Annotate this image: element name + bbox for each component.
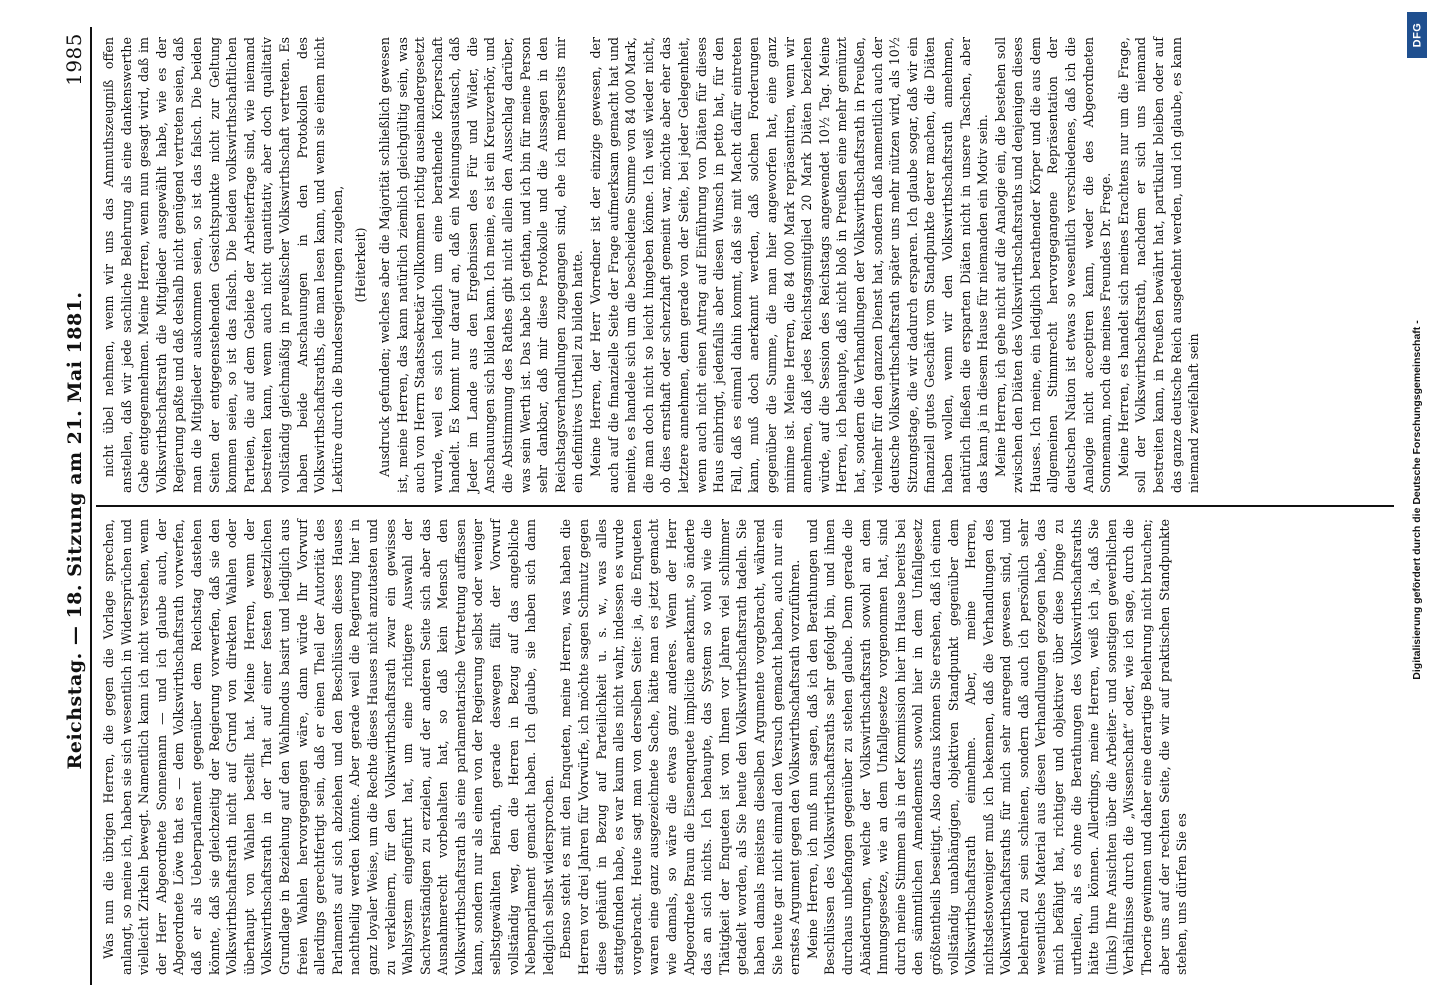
paragraph: Was nun die übrigen Herren, die gegen die Vorlage sprechen, anlangt, so meine ich, haben sie sich wesentlich in Widersprüchen und vielleicht Zirkeln bewegt. Namentlich kann ich nicht verstehen, wenn der Herr Abgeordnete Sonnemann — und ich glaube auch, der Abgeordnete Löwe that es — dem Volkswirthschaftsrath vorwerfen, daß er als Ueberparlament gegenüber dem Reichstag dastehen könnte, daß sie gleichzeitig der Regierung vorwerfen, daß sie den Volkswirthschaftsrath nicht auf Grund von direkten Wahlen oder überhaupt von Wahlen bestellt hat. Meine Herren, wenn der Volkswirthschaftsrath in der That auf einer festen gesetzlichen Grundlage in Beziehung auf den Wahlmodus basirt und lediglich aus freien Wahlen hervorgegangen wäre, dann würde Ihr Vorwurf allerdings gerechtfertigt sein, daß er einen Theil der Autorität des Parlaments auf sich abziehen und den Beschlüssen dieses Hauses nachtheilig werden könnte. Aber gerade weil die Regierung hier in ganz loyaler Weise, um die Rechte dieses Hauses nicht anzutasten und zu verkleinern, für den Volkswirthschaftsrath zwar ein gewisses Wahlsystem eingeführt hat, um eine richtigere Auswahl der Sachverständigen zu erzielen, auf der anderen Seite sich aber das Ausnahmerecht vorbehalten hat, so daß kein Mensch den Volkswirthschaftsrath als eine parlamentarische Vertretung auffassen kann, sondern nur als einen von der Regierung selbst oder weniger selbstgewählten Beirath, gerade deswegen fällt der Vorwurf vollständig weg, den die Herren in Bezug auf das angebliche Nebenparlament gemacht haben. Ich glaube, sie haben sich dann lediglich selbst widersprochen.	[101, 519, 556, 975]
text-columns	[96, 27, 1394, 985]
paragraph: (Heiterkeit)	[353, 227, 369, 303]
dfg-margin-note	[1404, 8, 1430, 992]
left-column	[96, 509, 1394, 985]
dfg-note-text: Digitalisierung gefördert durch die Deutsche Forschungsgemeinschaft -	[1411, 320, 1423, 680]
paragraph: nicht übel nehmen, wenn wir uns das Anmuthszeugniß offen anstellen, daß wir jede sachliche Belehrung als eine dankenswerthe Gabe entgegennehmen. Meine Herren, wenn nun gesagt wird, daß im Volkswirthschaftsrath die Mitglieder ausgewählt habe, wie es der Regierung paßte und daß deshalb nicht genügend vertreten seien, daß man die Mitglieder auskommen seien, so ist das falsch. Die beiden Seiten der entgegenstehenden Gesichtspunkte nicht zur Geltung kommen seien, so ist das falsch. Die beiden volkswirthschaftlichen Parteien, die auf dem Gebiete der Arbeiterfrage sind, wie niemand bestreiten kann, wenn auch nicht quantitativ, aber doch qualitativ vollständig gleichmäßig in preußischer Volkswirthschaft vertreten. Es haben beide Anschauungen in den Protokollen des Volkswirthschaftsraths, die man lesen kann, und wenn sie einem nicht Lektüre durch die Bundesregierungen zugehen,	[101, 37, 345, 493]
running-head	[34, 27, 86, 975]
paragraph: Meine Herren, ich gehe nicht auf die Analogie ein, die bestehen soll zwischen den Diäten des Volkswirthschaftsraths und denjenigen dieses Hauses. Ich meine, ein lediglich berathender Körper und die aus dem allgemeinen Stimmrecht hervorgegangene Repräsentation der deutschen Nation ist etwas so wesentlich verschiedenes, daß ich die Analogie nicht acceptiren kann, weder die des Abgeordneten Sonnemann, noch die meines Freundes Dr. Frege.	[992, 37, 1114, 493]
column-rule	[96, 505, 1394, 507]
header-rule	[90, 27, 92, 985]
paragraph: Meine Herren, es handelt sich meines Erachtens nur um die Frage, soll der Volkswirthschaftsrath, nachdem er sich uns niemand bestreiten kann, in Preußen bewährt hat, partikular bleiben oder auf das ganze deutsche Reich ausgedehnt werden, und ich glaube, es kann niemand zweifelhaft sein	[1115, 37, 1202, 493]
paragraph: Meine Herren, ich muß nun sagen, daß ich den Berathungen und Beschlüssen des Volkswirthschaftsraths sehr gefolgt bin, und ihnen durchaus unbefangen gegenüber zu stehen glaube. Denn gerade die Abänderungen, welche der Volkswirthschaftsrath sowohl an dem Innungsgesetze, wie an dem Unfallgesetze vorgenommen hat, sind durch meine Stimmen als in der Kommission hier im Hause bereits bei den sämmtlichen Amendements sowohl hier in dem Unfallgesetz größtentheils beseitigt. Also daraus können Sie ersehen, daß ich einen vollständig unabhängigen, objektiven Standpunkt gegenüber dem Volkswirthschaftsrath einnehme. Aber, meine Herren, nichtsdestoweniger muß ich bekennen, daß die Verhandlungen des Volkswirthschaftsraths für mich sehr anregend gewesen sind, und belehrend zu sein schienen, sondern daß auch ich persönlich sehr wesentliches Material aus diesen Verhandlungen gezogen habe, das mich befähigt hat, richtiger und objektiver über diese Dinge zu urtheilen, als es ohne die Berathungen des Volkswirthschaftsraths hätte thun können. Allerdings, meine Herren, weiß ich ja, daß Sie (links) Ihre Ansichten über die Arbeiter- und sonstigen gewerblichen Verhältnisse durch die „Wissenschaft“ oder, wie ich sage, durch die Theorie gewinnen und daher eine derartige Belehrung nicht brauchen; aber uns auf der rechten Seite, die wir auf praktischen Standpunkte stehen, uns dürfen Sie es	[804, 519, 1190, 975]
paragraph: Ausdruck gefunden; welches aber die Majorität schließlich gewesen ist, meine Herren, das kann natürlich ziemlich gleichgültig sein, was auch von Herrn Staatssekretär vollkommen richtig auseinandergesetzt wurde, weil es sich lediglich um eine berathende Körperschaft handelt. Es kommt nur darauf an, daß ein Meinungsaustausch, daß Jeder im Lande aus den Ergebnissen des Für und Wider, die Anschauungen sich bilden kann. Ich meine, es ist ein Kreuzverhör, und die Abstimmung des Rathes gibt nicht allein den Ausschlag darüber, was sein Werth ist. Das habe ich gethan, und ich bin für meine Person sehr dankbar, daß mir diese Protokolle und die Aussagen in den Reichstagsverhandlungen zugegangen sind, ehe ich meinerseits mir ein definitives Urtheil zu bilden hatte.	[376, 37, 586, 493]
paragraph: Ebenso steht es mit den Enqueten, meine Herren, was haben die Herren vor drei Jahren für Vorwürfe, ich möchte sagen Schmutz gegen diese gehäuft in Bezug auf Parteilichkeit u. s. w., was alles stattgefunden habe, es war kaum alles nicht wahr, indessen es wurde vorgebracht. Heute sagt man von derselben Seite: ja, die Enqueten waren eine ganz ausgezeichnete Sache, hätte man es jetzt gemacht wie damals, so wäre die etwas ganz anderes. Wenn der Herr Abgeordnete Braun die Eisenenquete implicite anerkannt, so änderte das an sich nichts. Ich behaupte, das System so wohl wie die Thätigkeit der Enqueten ist von Ihnen vor Jahren viel schlimmer getadelt worden, als Sie heute den Volkswirthschaftsrath tadeln. Sie haben damals meistens dieselben Argumente vorgebracht, während Sie heute gar nicht einmal den Versuch gemacht haben, auch nur ein ernstes Argument gegen den Volkswirthschaftsrath vorzuführen.	[558, 519, 803, 975]
page-number: 1985	[62, 33, 86, 86]
right-column	[96, 27, 1394, 503]
dfg-logo: DFG	[1407, 12, 1427, 58]
paragraph: Meine Herren, der Herr Vorredner ist der einzige gewesen, der auch auf die finanzielle Seite der Frage aufmerksam gemacht hat und meinte, es handele sich um die bescheidene Summe von 84 000 Mark, die man doch nicht so leicht hingeben könne. Ich weiß wieder nicht, ob dies ernsthaft oder scherzhaft gemeint war, möchte aber eher das letztere annehmen, denn gerade von der Seite, bei jeder Gelegenheit, wenn auch nicht einen Antrag auf Einführung von Diäten für dieses Haus einbringt, jedenfalls aber diesen Wunsch in petto hat, für den Fall, daß es einmal dahin kommt, daß sie mit Macht dafür eintreten kann, muß doch anerkannt werden, daß solchen Forderungen gegenüber die Summe, die man hier angeworfen hat, eine ganz minime ist. Meine Herren, die 84 000 Mark repräsentiren, wenn wir annehmen, daß jedes Reichstagsmitglied 20 Mark Diäten beziehen würde, auf die Session des Reichstags angewendet 10½ Tag. Meine Herren, ich behaupte, daß nicht bloß in Preußen eine mehr gemünzt hat, sondern die Verhandlungen der Volkswirthschaftsrath in Preußen, vielmehr für den ganzen Dienst hat, sondern daß namentlich auch der deutsche Volkswirthschaftsrath später uns mehr nützen wird, als 10½ Sitzungstage, die wir dadurch ersparen. Ich glaube sogar, daß wir ein finanziell gutes Geschäft vom Standpunkte derer machen, die Diäten haben wollen, wenn wir den Volkswirthschaftsrath annehmen, natürlich fließen die ersparten Diäten nicht in unsere Taschen, aber das kann ja in diesem Hause für niemanden ein Motiv sein.	[588, 37, 991, 493]
rotated-page	[10, 15, 1400, 985]
running-head-title: Reichstag. — 18. Sitzung am 21. Mai 1881.	[64, 291, 86, 770]
